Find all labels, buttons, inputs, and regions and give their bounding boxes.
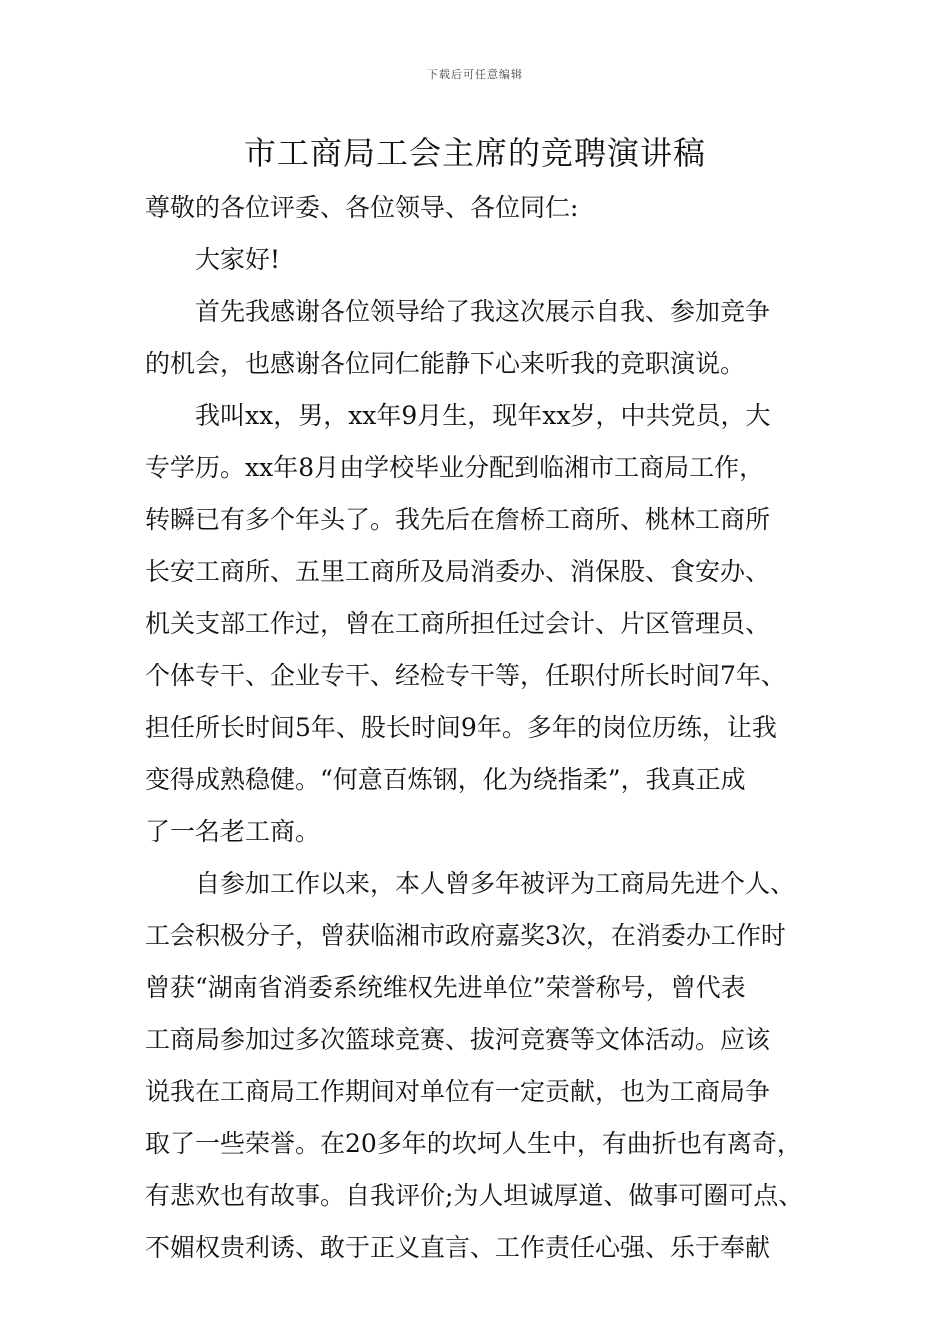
text-line: 变得成熟稳健。“何意百炼钢，化为绕指柔”，我真正成	[145, 765, 746, 794]
text-line: 个体专干、企业专干、经检专干等，任职付所长时间7年、	[145, 661, 786, 690]
text-line: 不媚权贵利诱、敢于正义直言、工作责任心强、乐于奉献	[145, 1233, 771, 1262]
text-line: 大家好!	[195, 245, 281, 274]
text-line: 了一名老工商。	[145, 817, 321, 846]
text-line: 专学历。xx年8月由学校毕业分配到临湘市工商局工作，	[145, 453, 765, 482]
text-line: 取了一些荣誉。在20多年的坎坷人生中，有曲折也有离奇，	[145, 1129, 802, 1158]
document-title: 市工商局工会主席的竞聘演讲稿	[243, 134, 706, 172]
document-body	[145, 182, 815, 1274]
text-line: 的机会，也感谢各位同仁能静下心来听我的竞职演说。	[145, 349, 746, 378]
text-line: 说我在工商局工作期间对单位有一定贡献，也为工商局争	[145, 1077, 771, 1106]
text-line: 自参加工作以来，本人曾多年被评为工商局先进个人、	[195, 869, 796, 898]
text-line: 工会积极分子，曾获临湘市政府嘉奖3次，在消委办工作时	[145, 921, 786, 950]
text-line: 尊敬的各位评委、各位领导、各位同仁:	[145, 193, 579, 222]
text-line: 有悲欢也有故事。自我评价;为人坦诚厚道、做事可圈可点、	[145, 1181, 804, 1210]
text-line: 我叫xx，男，xx年9月生，现年xx岁，中共党员，大	[195, 401, 771, 430]
header-note: 下载后可任意编辑	[427, 68, 523, 81]
text-line: 首先我感谢各位领导给了我这次展示自我、参加竞争	[195, 297, 771, 326]
text-line: 机关支部工作过，曾在工商所担任过会计、片区管理员、	[145, 609, 771, 638]
text-line: 工商局参加过多次篮球竞赛、拔河竞赛等文体活动。应该	[145, 1025, 771, 1054]
text-line: 曾获“湖南省消委系统维权先进单位”荣誉称号，曾代表	[145, 973, 746, 1002]
text-line: 转瞬已有多个年头了。我先后在詹桥工商所、桃林工商所	[145, 505, 771, 534]
text-line: 长安工商所、五里工商所及局消委办、消保股、食安办、	[145, 557, 771, 586]
text-line: 担任所长时间5年、股长时间9年。多年的岗位历练，让我	[145, 713, 777, 742]
